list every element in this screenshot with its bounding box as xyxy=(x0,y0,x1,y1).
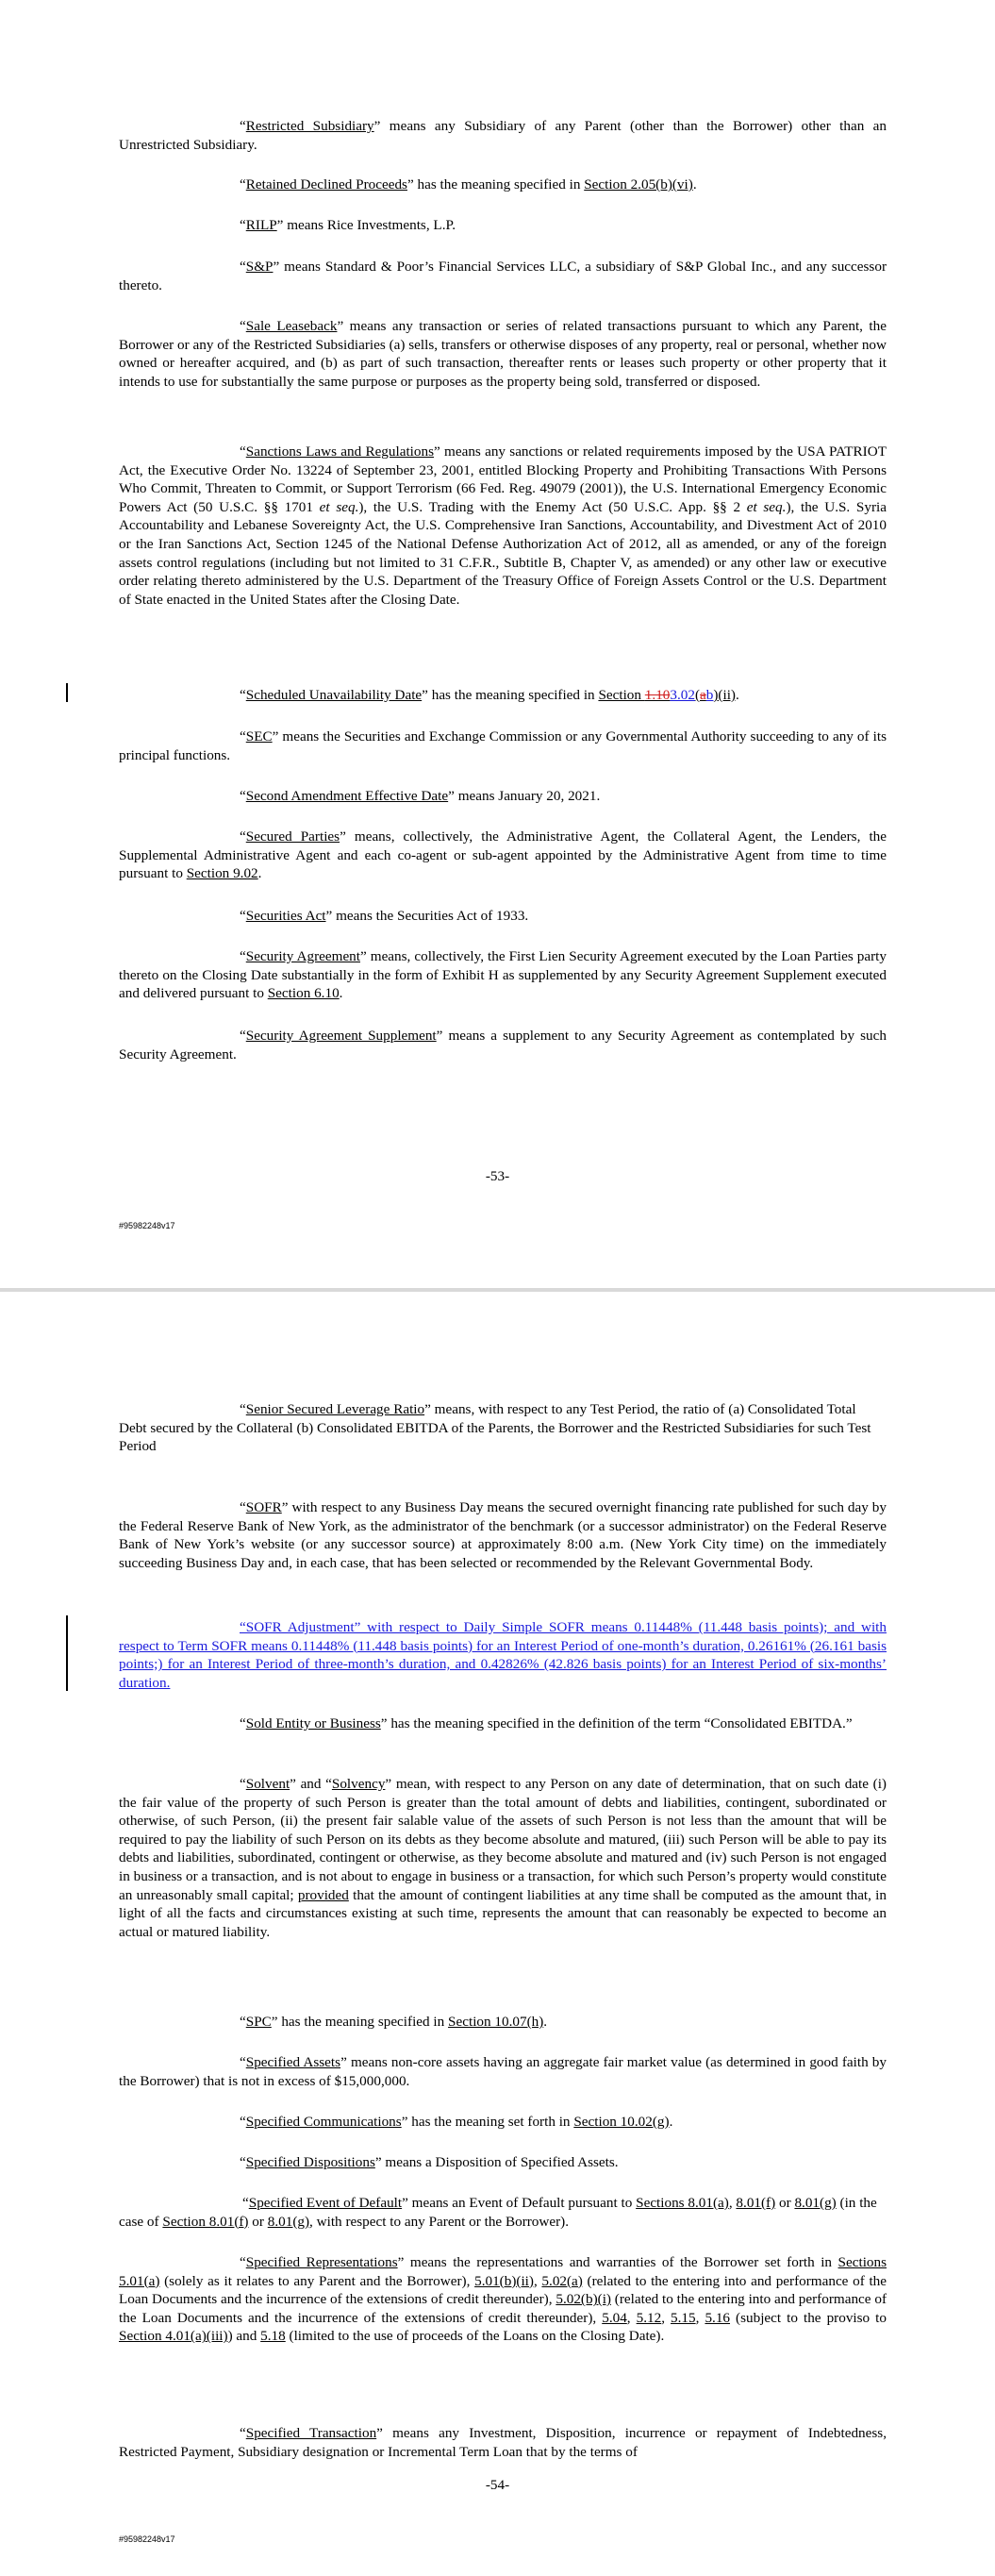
def-retained-declined-proceeds: “Retained Declined Proceeds” has the meaning specified in Section 2.05(b)(vi). xyxy=(240,176,697,192)
def-securities-act: “Securities Act” means the Securities Act of 1933. xyxy=(240,908,529,924)
defined-term: Specified Transaction xyxy=(245,2425,377,2441)
section-ref: 8.01(g) xyxy=(794,2195,837,2211)
def-specified-communications: “Specified Communications” has the meaning set forth in Section 10.02(g). xyxy=(240,2114,673,2130)
defined-term: SPC xyxy=(245,2014,272,2030)
proviso: provided xyxy=(297,1886,349,1903)
defined-term: Specified Event of Default xyxy=(248,2195,403,2211)
def-restricted-subsidiary: “Restricted Subsidiary” means any Subsidiary of any Parent (other than the Borrower) other than an Unrestricted Subsidiary. xyxy=(119,118,887,153)
defined-term: RILP xyxy=(245,217,277,233)
defined-term: Senior Secured Leverage Ratio xyxy=(245,1401,425,1417)
defined-term: Retained Declined Proceeds xyxy=(245,176,407,192)
section-ref: Section 10.07(h) xyxy=(448,2014,544,2030)
defined-term: Security Agreement Supplement xyxy=(245,1028,437,1044)
def-specified-transaction: “Specified Transaction” means any Investment, Disposition, incurrence or repayment of Indebtedness, Restricted Payment, Subsidiary designation or Incremental Term Loan that by the terms of xyxy=(119,2425,887,2460)
defined-term: Specified Representations xyxy=(245,2254,398,2270)
def-sec: “SEC” means the Securities and Exchange Commission or any Governmental Authority succeeding to any of its principal functions. xyxy=(119,728,887,763)
section-ref: 5.04 xyxy=(602,2309,627,2326)
section-ref: 5.01(b)(ii) xyxy=(474,2272,534,2289)
section-ref: 5.12 xyxy=(636,2309,662,2326)
section-ref: Section 10.02(g) xyxy=(573,2114,670,2130)
page-number: -54- xyxy=(485,2477,510,2493)
def-security-agreement-supplement: “Security Agreement Supplement” means a supplement to any Security Agreement as contemplated by such Security Agreement. xyxy=(119,1028,887,1062)
change-bar xyxy=(66,1615,68,1691)
def-sofr-adjustment xyxy=(119,1618,887,1692)
section-ref: Section 2.05(b)(vi) xyxy=(584,176,693,192)
defined-term: Sale Leaseback xyxy=(245,318,338,334)
defined-term: Solvency xyxy=(331,1776,386,1792)
defined-term: S&P xyxy=(245,259,274,275)
defined-term: Secured Parties xyxy=(245,828,340,845)
section-ref: 8.01(f) xyxy=(736,2195,776,2211)
defined-term: Specified Dispositions xyxy=(245,2154,375,2170)
defined-term: Second Amendment Effective Date xyxy=(245,788,449,804)
deleted-text: 1.10 xyxy=(644,687,671,703)
def-secured-parties: “Secured Parties” means, collectively, the Administrative Agent, the Collateral Agent, the Lenders, the Supplemental Administrative Agent and each co-agent or sub-agent appointed by the Administrative Agent from time to time pursuant to Section 9.02. xyxy=(119,828,887,882)
change-bar xyxy=(66,683,68,702)
page-separator xyxy=(0,1288,995,1292)
def-second-amendment-effective-date: “Second Amendment Effective Date” means January 20, 2021. xyxy=(240,788,601,804)
page-number: -53- xyxy=(485,1168,510,1184)
def-senior-secured-leverage-ratio: “Senior Secured Leverage Ratio” means, with respect to any Test Period, the ratio of (a) Consolidated Total Debt secured by the Collateral (b) Consolidated EBITDA of the Parents, the Borrower and the Restricted Subsidiaries for such Test Period xyxy=(119,1401,871,1455)
def-sp: “S&P” means Standard & Poor’s Financial Services LLC, a subsidiary of S&P Global Inc., and any successor thereto. xyxy=(119,259,887,293)
defined-term: SEC xyxy=(245,728,273,744)
section-ref: 5.18 xyxy=(260,2328,286,2345)
def-specified-assets: “Specified Assets” means non-core assets having an aggregate fair market value (as determined in good faith by the Borrower) that is not in excess of $15,000,000. xyxy=(119,2054,887,2089)
document-id: #95982248v17 xyxy=(119,2534,175,2544)
document-id: #95982248v17 xyxy=(119,1221,175,1230)
def-specified-representations: “Specified Representations” means the representations and warranties of the Borrower set forth in Sections 5.01(a) (solely as it relates to any Parent and the Borrower), 5.01(b)(ii), 5.02(a) (related to the entering into and performance of the Loan Documents and the incurrence of the extensions of credit thereunder), 5.02(b)(i) (related to the entering into and performance of the Loan Documents and the incurrence of the extensions of credit thereunder), 5.04, 5.12, 5.15, 5.16 (subject to the proviso to Section 4.01(a)(iii)) and 5.18 (limited to the use of proceeds of the Loans on the Closing Date). xyxy=(119,2254,887,2345)
section-ref: 5.02(a) xyxy=(541,2272,583,2289)
defined-term: Securities Act xyxy=(245,908,326,924)
def-specified-event-of-default: “Specified Event of Default” means an Event of Default pursuant to Sections 8.01(a), 8.01(f) or 8.01(g) (in the case of Section 8.01(f) or 8.01(g), with respect to any Parent or the Borrower). xyxy=(119,2195,877,2230)
def-rilp: “RILP” means Rice Investments, L.P. xyxy=(240,217,456,233)
section-ref: Section 8.01(f) xyxy=(162,2213,249,2230)
defined-term: Sanctions Laws and Regulations xyxy=(245,443,434,460)
defined-term: Sold Entity or Business xyxy=(245,1715,381,1731)
defined-term: Specified Communications xyxy=(245,2114,402,2130)
section-ref: 5.02(b)(i) xyxy=(556,2291,611,2308)
section-ref: 5.16 xyxy=(705,2309,731,2326)
def-sale-leaseback: “Sale Leaseback” means any transaction or series of related transactions pursuant to which any Parent, the Borrower or any of the Restricted Subsidiaries (a) sells, transfers or otherwise disposes of any property, real or personal, whether now owned or hereafter acquired, and (b) as part of such transaction, thereafter rents or leases such property or other property that it intends to use for substantially the same purpose or purposes as the property being sold, transferred or disposed. xyxy=(119,318,887,390)
section-ref: Section 4.01(a)(iii) xyxy=(119,2328,228,2345)
defined-term: Scheduled Unavailability Date xyxy=(245,687,423,703)
def-sofr: “SOFR” with respect to any Business Day means the secured overnight financing rate published for such day by the Federal Reserve Bank of New York, as the administrator of the benchmark (or a successor administrator) on the Federal Reserve Bank of New York’s website (or any successor source) at approximately 8:00 a.m. (New York City time) on the immediately succeeding Business Day and, in each case, that has been selected or recommended by the Relevant Governmental Body. xyxy=(119,1499,887,1571)
defined-term: Specified Assets xyxy=(245,2054,341,2070)
inserted-text: b xyxy=(705,687,714,703)
defined-term: Solvent xyxy=(245,1776,290,1792)
def-solvent: “Solvent” and “Solvency” mean, with respect to any Person on any date of determination, that on such date (i) the fair value of the property of such Person is greater than the total amount of debts and liabilities, contingent, subordinated or otherwise, of such Person, (ii) the present fair salable value of the assets of such Person is not less than the amount that will be required to pay the liability of such Person on its debts as they become absolute and matured, (iii) such Person will be able to pay its debts and liabilities, subordinated, contingent or otherwise, as they become absolute and matured and (iv) such Person is not engaged in business or a transaction, and is not about to engage in business or a transaction, for which such Person’s property would constitute an unreasonably small capital; provided that the amount of contingent liabilities at any time shall be computed as the amount that, in light of all the facts and circumstances existing at such time, represents the amount that can reasonably be expected to become an actual or matured liability. xyxy=(119,1776,887,1940)
section-ref: 5.15 xyxy=(671,2309,696,2326)
def-scheduled-unavailability-date: “Scheduled Unavailability Date” has the meaning specified in Section 1.103.02(ab)(ii). xyxy=(240,687,739,703)
section-ref: Section 9.02 xyxy=(186,865,258,882)
def-sold-entity-or-business: “Sold Entity or Business” has the meaning specified in the definition of the term “Consolidated EBITDA.” xyxy=(240,1715,853,1731)
section-ref: 8.01(g) xyxy=(267,2213,310,2230)
inserted-text: “SOFR Adjustment” with respect to Daily Simple SOFR means 0.11448% (11.448 basis points); and with respect to Term SOFR means 0.11448% (11.448 basis points) for an Interest Period of one-month’s duration, 0.26161% (26.161 basis points;) for an Interest Period of three-month’s duration, and 0.42826% (42.826 basis points) for an Interest Period of six-months’ duration. xyxy=(119,1619,887,1691)
defined-term: SOFR xyxy=(245,1499,282,1515)
defined-term: Restricted Subsidiary xyxy=(245,118,374,134)
deleted-text: a xyxy=(700,687,706,703)
def-spc: “SPC” has the meaning specified in Section 10.07(h). xyxy=(240,2014,548,2030)
def-security-agreement: “Security Agreement” means, collectively, the First Lien Security Agreement executed by the Loan Parties party thereto on the Closing Date substantially in the form of Exhibit H as supplemented by any Security Agreement Supplement executed and delivered pursuant to Section 6.10. xyxy=(119,948,887,1002)
def-specified-dispositions: “Specified Dispositions” means a Disposition of Specified Assets. xyxy=(240,2154,619,2170)
defined-term: Security Agreement xyxy=(245,948,360,964)
section-ref: Section 1.103.02(ab)(ii) xyxy=(598,687,736,703)
def-sanctions-laws: “Sanctions Laws and Regulations” means any sanctions or related requirements imposed by the USA PATRIOT Act, the Executive Order No. 13224 of September 23, 2001, entitled Blocking Property and Prohibiting Transactions With Persons Who Commit, Threaten to Commit, or Support Terrorism (66 Fed. Reg. 49079 (2001)), the U.S. International Emergency Economic Powers Act (50 U.S.C. §§ 1701 et seq.), the U.S. Trading with the Enemy Act (50 U.S.C. App. §§ 2 et seq.), the U.S. Syria Accountability and Lebanese Sovereignty Act, the U.S. Comprehensive Iran Sanctions, Accountability, and Divestment Act of 2010 or the Iran Sanctions Act, Section 1245 of the National Defense Authorization Act of 2012, all as amended, or any of the foreign assets control regulations (including but not limited to 31 C.F.R., Subtitle B, Chapter V, as amended) or any other law or executive order relating thereto administered by the U.S. Department of the Treasury Office of Foreign Assets Control or the U.S. Department of State enacted in the United States after the Closing Date. xyxy=(119,443,887,608)
section-ref: Sections 5.01(a) xyxy=(119,2254,887,2289)
inserted-text: 3.02 xyxy=(670,687,695,703)
section-ref: Sections 8.01(a) xyxy=(636,2195,729,2211)
section-ref: Section 6.10 xyxy=(267,985,340,1002)
